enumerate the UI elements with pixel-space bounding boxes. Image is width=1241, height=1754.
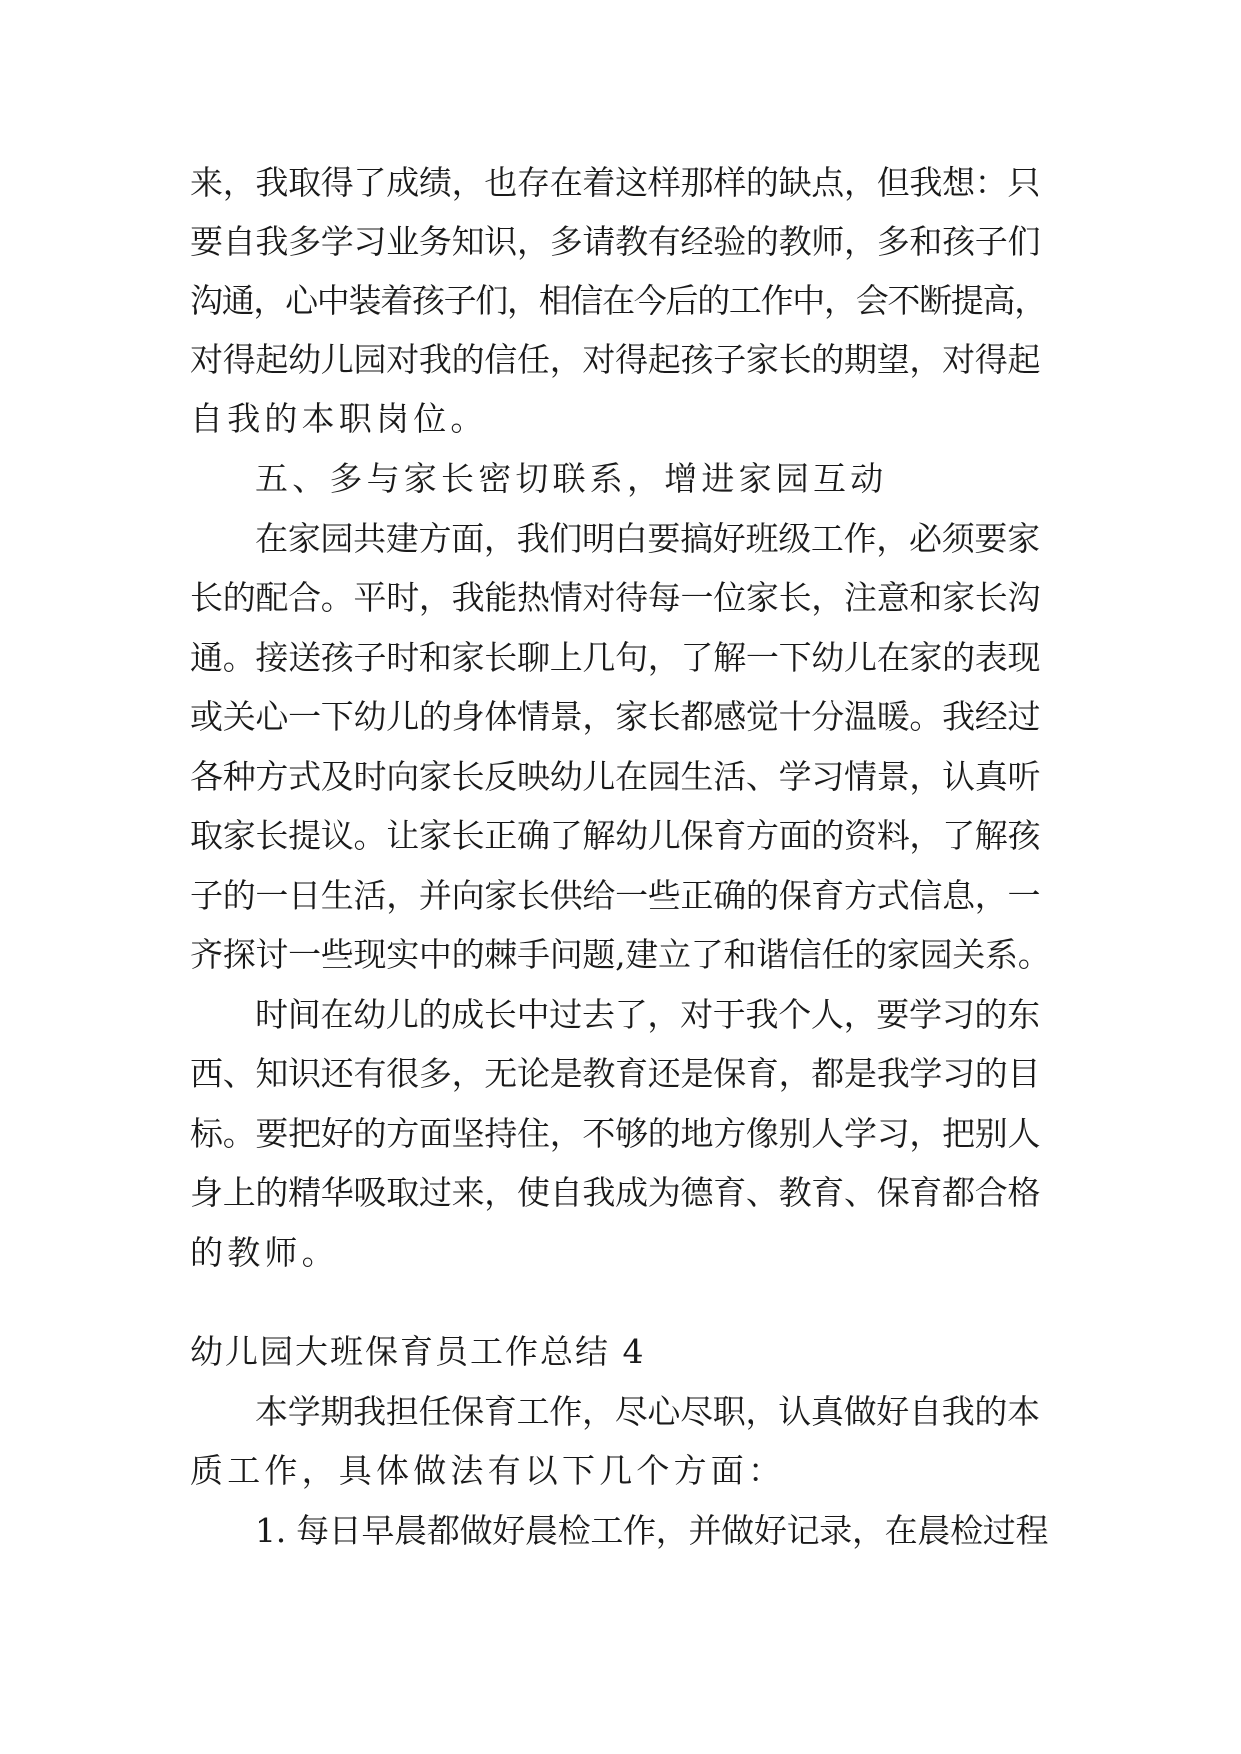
- body-text-line: 对得起幼儿园对我的信任，对得起孩子家长的期望，对得起: [190, 340, 1041, 379]
- body-text-line: 的教师。: [190, 1233, 339, 1272]
- body-text-line: 或关心一下幼儿的身体情景，家长都感觉十分温暖。我经过: [190, 697, 1041, 736]
- body-text-line: 本学期我担任保育工作，尽心尽职，认真做好自我的本: [255, 1392, 1040, 1431]
- body-text-line: 取家长提议。让家长正确了解幼儿保育方面的资料，了解孩: [190, 816, 1041, 855]
- body-text-line: 标。要把好的方面坚持住，不够的地方像别人学习，把别人: [190, 1114, 1041, 1153]
- body-text-line: 西、知识还有很多，无论是教育还是保育，都是我学习的目: [190, 1054, 1041, 1093]
- body-text-line: 沟通，心中装着孩子们，相信在今后的工作中，会不断提高，: [190, 281, 1046, 320]
- body-text-line: 质工作，具体做法有以下几个方面：: [190, 1451, 786, 1490]
- body-text-line: 自我的本职岗位。: [190, 399, 488, 438]
- section-heading: 五、多与家长密切联系，增进家园互动: [255, 459, 888, 498]
- document-section-title: 幼儿园大班保育员工作总结 4: [190, 1332, 646, 1371]
- body-text-line: 各种方式及时向家长反映幼儿在园生活、学习情景，认真听: [190, 757, 1041, 796]
- body-text-line: 在家园共建方面，我们明白要搞好班级工作，必须要家: [255, 519, 1040, 558]
- body-text-line: 齐探讨一些现实中的棘手问题,建立了和谐信任的家园关系。: [190, 935, 1051, 974]
- body-text-line: 要自我多学习业务知识，多请教有经验的教师，多和孩子们: [190, 222, 1041, 261]
- body-text-line: 通。接送孩子时和家长聊上几句，了解一下幼儿在家的表现: [190, 638, 1041, 677]
- list-item-text: 1. 每日早晨都做好晨检工作，并做好记录，在晨检过程: [255, 1511, 1049, 1550]
- body-text-line: 长的配合。平时，我能热情对待每一位家长，注意和家长沟: [190, 578, 1041, 617]
- body-text-line: 身上的精华吸取过来，使自我成为德育、教育、保育都合格: [190, 1173, 1041, 1212]
- body-text-line: 子的一日生活，并向家长供给一些正确的保育方式信息，一: [190, 876, 1041, 915]
- body-text-line: 来，我取得了成绩，也存在着这样那样的缺点，但我想：只: [190, 163, 1041, 202]
- body-text-line: 时间在幼儿的成长中过去了，对于我个人，要学习的东: [255, 995, 1040, 1034]
